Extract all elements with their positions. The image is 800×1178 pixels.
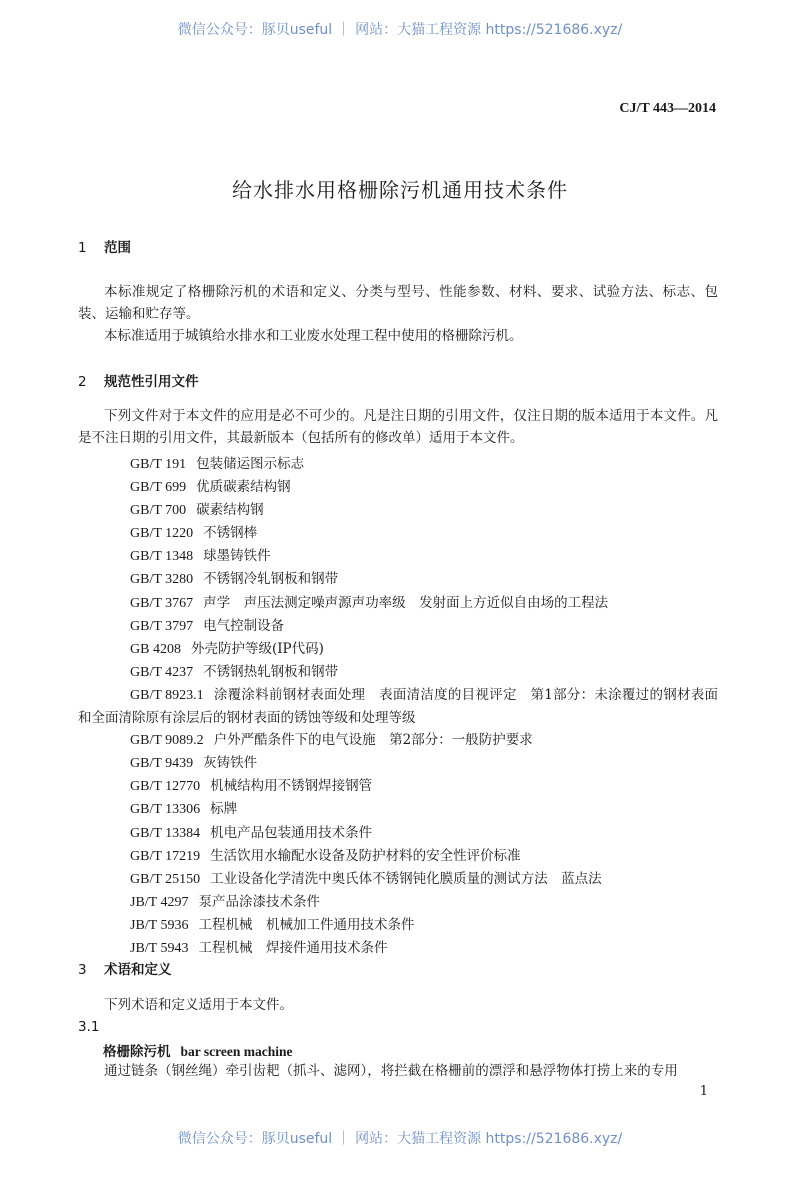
reference-item [78, 684, 718, 729]
reference-item [78, 729, 718, 752]
reference-item [78, 592, 718, 615]
reference-title: 球墨铸铁件 [203, 548, 271, 565]
reference-item [78, 775, 718, 798]
reference-item [78, 937, 718, 960]
reference-title: 工程机械 焊接件通用技术条件 [198, 939, 388, 956]
reference-code: GB/T 25150 [130, 871, 201, 887]
scope-paragraph-2: 本标准适用于城镇给水排水和工业废水处理工程中使用的格栅除污机。 [104, 328, 523, 344]
reference-code: JB/T 5936 [130, 917, 189, 933]
terms-intro: 下列术语和定义适用于本文件。 [104, 997, 293, 1013]
reference-item [78, 522, 718, 545]
reference-item [78, 476, 718, 499]
reference-code: GB/T 3280 [130, 572, 194, 588]
reference-title: 灰铸铁件 [203, 755, 258, 772]
reference-item [78, 545, 718, 568]
reference-title: 碳素结构钢 [196, 502, 264, 519]
reference-item [78, 499, 718, 522]
reference-item [78, 661, 718, 684]
reference-title: 优质碳素结构钢 [196, 479, 291, 496]
references-intro: 下列文件对于本文件的应用是必不可少的。凡是注日期的引用文件，仅注日期的版本适用于本文件。凡是不注日期的引用文件，其最新版本（包括所有的修改单）适用于本文件。 [78, 408, 718, 446]
reference-title: 不锈钢热轧钢板和钢带 [203, 663, 339, 680]
reference-title: 电气控制设备 [203, 617, 285, 634]
reference-title: 工业设备化学清洗中奥氏体不锈钢钝化膜质量的测试方法 蓝点法 [210, 870, 602, 887]
reference-title: 机电产品包装通用技术条件 [210, 824, 373, 841]
section-2-heading: 2 规范性引用文件 [78, 374, 199, 390]
watermark-top: 微信公众号：豚贝useful ｜ 网站：大猫工程资源 https://521686.xyz/ [177, 22, 623, 38]
reference-code: GB/T 1348 [130, 549, 194, 565]
reference-code: JB/T 5943 [130, 940, 189, 956]
reference-item [78, 914, 718, 937]
reference-code: GB/T 8923.1 [130, 687, 204, 703]
reference-code: GB/T 9089.2 [130, 733, 204, 749]
scope-paragraph-1: 本标准规定了格栅除污机的术语和定义、分类与型号、性能参数、材料、要求、试验方法、标志、包装、运输和贮存等。 [78, 284, 718, 322]
term-definition: 通过链条（钢丝绳）牵引齿耙（抓斗、滤网），将拦截在格栅前的漂浮和悬浮物体打捞上来的专用 [104, 1063, 678, 1079]
reference-item [78, 798, 718, 821]
reference-code: GB/T 13384 [130, 825, 201, 841]
reference-code: GB/T 9439 [130, 756, 194, 772]
reference-item [78, 568, 718, 591]
reference-code: GB 4208 [130, 641, 181, 657]
reference-item [78, 822, 718, 845]
reference-title: 声学 声压法测定噪声源声功率级 发射面上方近似自由场的工程法 [203, 594, 609, 611]
section-3-heading: 3 术语和定义 [78, 962, 172, 978]
reference-code: GB/T 3767 [130, 595, 194, 611]
reference-code: GB/T 1220 [130, 526, 194, 542]
reference-title: 户外严酷条件下的电气设施 第2部分：一般防护要求 [213, 732, 533, 749]
reference-title: 包装储运图示标志 [196, 456, 305, 472]
reference-item [78, 638, 718, 661]
reference-item [78, 615, 718, 638]
reference-code: GB/T 17219 [130, 848, 201, 864]
watermark-bottom: 微信公众号：豚贝useful ｜ 网站：大猫工程资源 https://521686.xyz/ [177, 1131, 623, 1147]
reference-code: GB/T 13306 [130, 802, 201, 818]
reference-title: 不锈钢棒 [203, 525, 258, 542]
reference-code: GB/T 3797 [130, 618, 194, 634]
reference-code: GB/T 4237 [130, 664, 194, 680]
reference-code: JB/T 4297 [130, 894, 189, 910]
reference-title: 机械结构用不锈钢焊接钢管 [210, 778, 373, 795]
clause-number: 3.1 [78, 1019, 100, 1035]
reference-title: 涂覆涂料前钢材表面处理 表面清洁度的目视评定 第1部分：未涂覆过的钢材表面和全面清除原有涂层后的钢材表面的锈蚀等级和处理等级 [78, 686, 718, 727]
page-number: 1 [699, 1084, 708, 1099]
section-1-heading: 1 范围 [78, 240, 131, 256]
reference-title: 泵产品涂漆技术条件 [198, 893, 320, 910]
reference-code: GB/T 191 [130, 457, 187, 472]
reference-item [78, 453, 718, 476]
reference-title: 工程机械 机械加工件通用技术条件 [198, 916, 415, 933]
reference-item [78, 868, 718, 891]
reference-title: 不锈钢冷轧钢板和钢带 [203, 571, 339, 588]
term-heading: 格栅除污机 bar screen machine [103, 1044, 293, 1060]
document-title: 给水排水用格栅除污机通用技术条件 [232, 178, 568, 202]
reference-list [78, 453, 718, 960]
reference-code: GB/T 700 [130, 503, 187, 519]
reference-item [78, 845, 718, 868]
reference-code: GB/T 12770 [130, 779, 201, 795]
reference-item [78, 752, 718, 775]
reference-code: GB/T 699 [130, 480, 187, 496]
reference-item [78, 891, 718, 914]
reference-title: 生活饮用水输配水设备及防护材料的安全性评价标准 [210, 847, 521, 864]
standard-number: CJ/T 443—2014 [619, 101, 716, 116]
reference-title: 外壳防护等级(IP代码) [190, 640, 324, 657]
reference-title: 标牌 [210, 801, 238, 818]
